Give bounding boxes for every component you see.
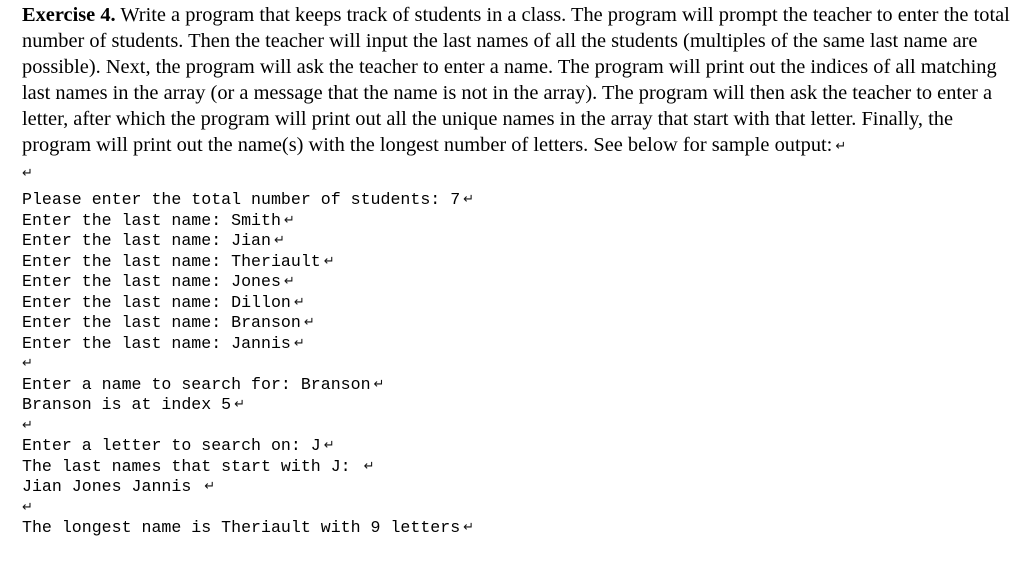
blank-output-line	[22, 416, 1012, 437]
output-line: Branson is at index 5 ↵	[22, 395, 246, 414]
output-line: Enter the last name: Smith ↵	[22, 210, 295, 230]
output-line: Enter the last name: Jones ↵	[22, 272, 295, 291]
return-icon: ↵	[22, 499, 33, 515]
return-icon: ↵	[303, 315, 315, 330]
return-icon: ↵	[323, 438, 335, 453]
document-page	[22, 0, 1012, 539]
return-icon: ↵	[204, 479, 216, 494]
blank-output-line	[22, 498, 1012, 519]
return-icon: ↵	[234, 397, 246, 412]
blank-output-line	[22, 354, 1012, 375]
output-line: Enter the last name: Jian ↵	[22, 231, 285, 250]
return-icon: ↵	[463, 192, 475, 207]
return-icon: ↵	[22, 166, 33, 181]
return-icon: ↵	[293, 294, 305, 310]
return-icon: ↵	[373, 376, 385, 392]
exercise-description	[22, 2, 1012, 158]
return-icon: ↵	[835, 139, 847, 154]
output-line: The last names that start with J: ↵	[22, 456, 375, 476]
return-icon: ↵	[323, 253, 335, 269]
return-icon: ↵	[463, 520, 475, 535]
output-line: Enter a letter to search on: J ↵	[22, 436, 335, 455]
return-icon: ↵	[22, 356, 33, 371]
output-line: The longest name is Theriault with 9 letters ↵	[22, 518, 475, 537]
blank-paragraph	[22, 162, 1012, 182]
output-line: Jian Jones Jannis ↵	[22, 477, 216, 496]
return-icon: ↵	[22, 417, 33, 433]
output-line: Enter the last name: Jannis ↵	[22, 333, 305, 353]
output-line: Enter a name to search for: Branson ↵	[22, 374, 385, 394]
sample-output	[22, 190, 1012, 539]
output-line: Enter the last name: Theriault ↵	[22, 251, 335, 271]
return-icon: ↵	[273, 233, 285, 248]
return-icon: ↵	[283, 274, 295, 289]
exercise-title: Exercise 4.	[22, 4, 116, 26]
exercise-body: Write a program that keeps track of students in a class. The program will prompt the teacher to enter the total number of students. Then the teacher will input the last names of all the students (multiples of the same last name are possible). Next, the program will ask the teacher to enter a name. The program will print out the indices of all matching last names in the array (or a message that the name is not in the array). The program will then ask the teacher to enter a letter, after which the program will print out all the unique names in the array that start with that letter. Finally, the program will print out the name(s) with the longest number of letters. See below for sample output:	[22, 4, 1010, 156]
return-icon: ↵	[283, 212, 295, 228]
return-icon: ↵	[363, 458, 375, 474]
output-line: Enter the last name: Branson ↵	[22, 313, 315, 332]
return-icon: ↵	[293, 335, 305, 351]
output-line: Enter the last name: Dillon ↵	[22, 292, 305, 312]
output-line: Please enter the total number of students: 7 ↵	[22, 190, 475, 209]
